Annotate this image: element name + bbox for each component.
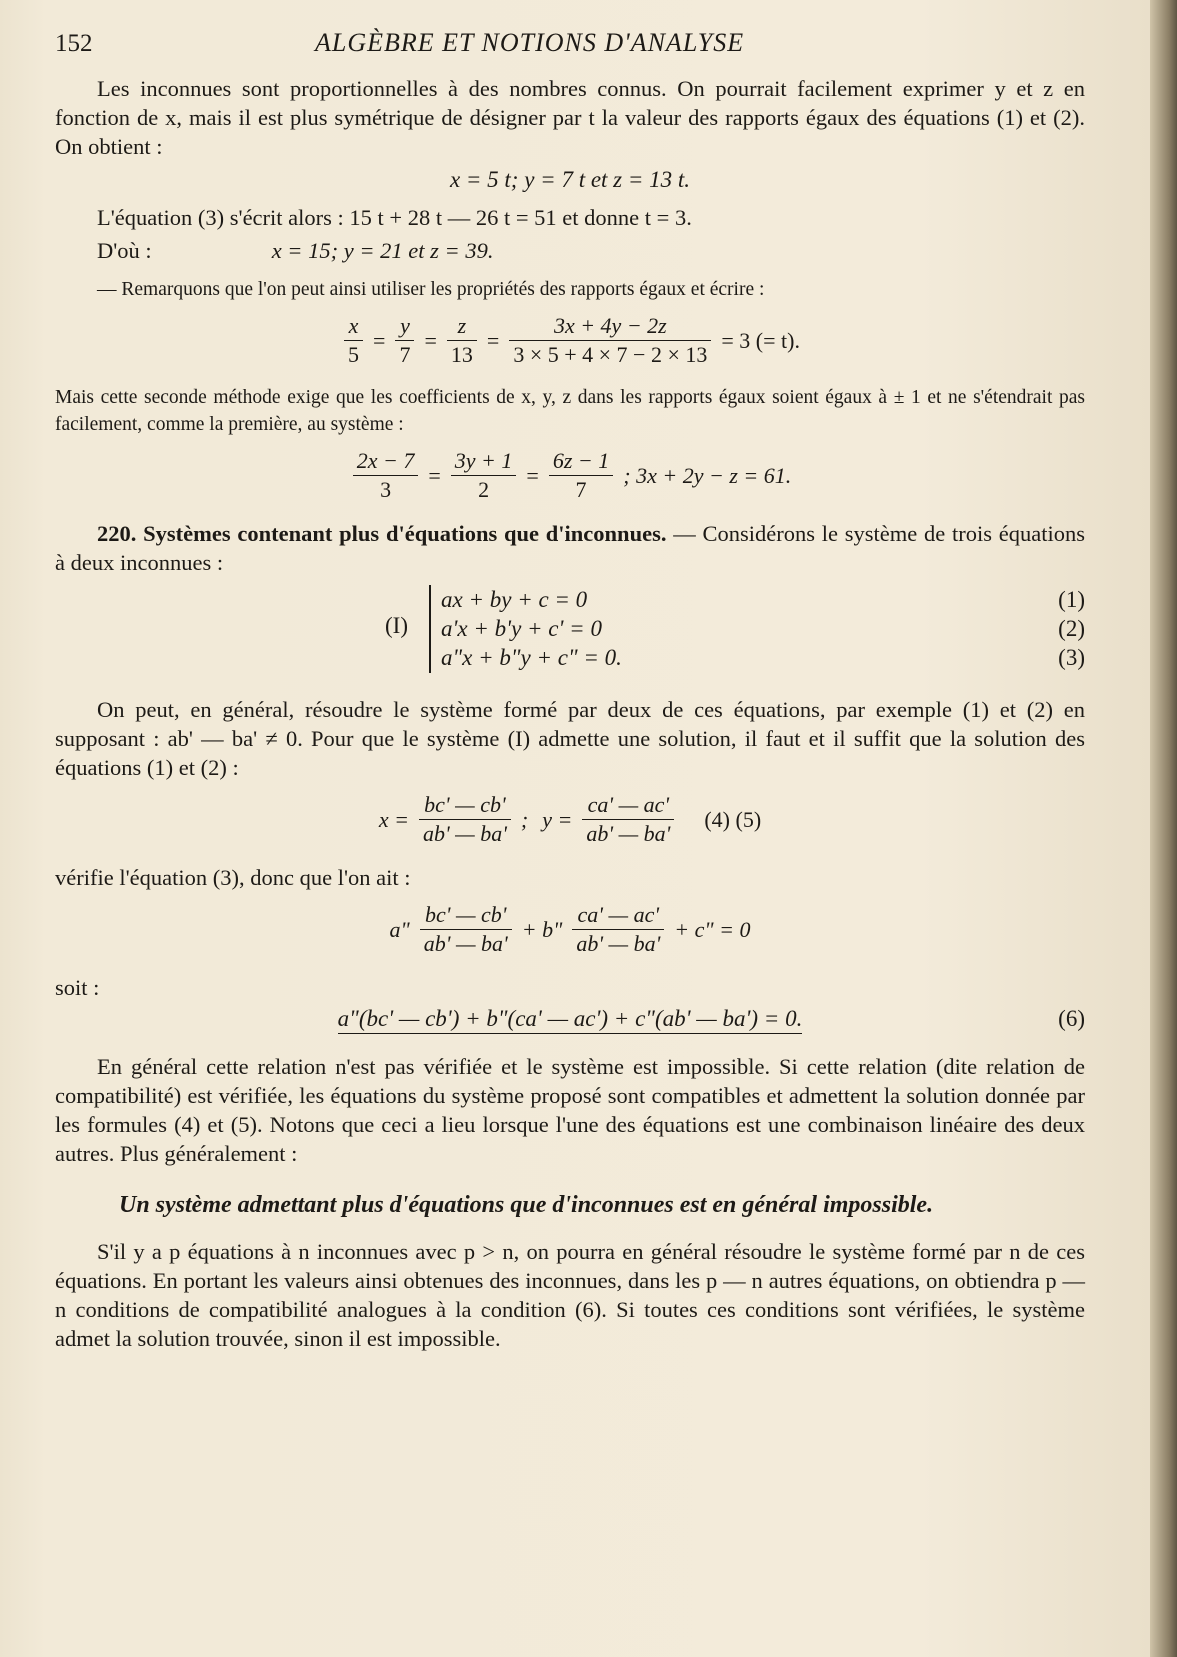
system-I — [55, 585, 1085, 677]
system-bracket — [429, 585, 431, 673]
verify-paragraph: vérifie l'équation (3), donc que l'on ait : — [55, 865, 411, 890]
solution-equation — [55, 792, 1085, 847]
system-eq-1: ax + by + c = 0 — [441, 587, 588, 612]
equation-number-3: (3) — [1058, 645, 1085, 670]
second-method-paragraph: Mais cette seconde méthode exige que les coefficients de x, y, z dans les rapports égaux soient égaux à ± 1 et ne s'étendrait pas facilement, comme la première, au système : — [55, 387, 1085, 435]
book-spine-shadow — [1150, 0, 1177, 1657]
rule-statement: Un système admettant plus d'équations que d'inconnues est en général impossible. — [119, 1192, 934, 1218]
soit-label: soit : — [55, 975, 100, 1000]
system-eq-3: a"x + b"y + c" = 0. — [441, 645, 622, 670]
fraction-y-solution: $\frac{ca' — ac'}{ab' — ba'}$ — [582, 792, 674, 847]
solve-paragraph: On peut, en général, résoudre le système formé par deux de ces équations, par exemple (1) et (2) en supposant : ab' — ba' ≠ 0. Pour que le système (I) admette une solution, il faut et il suffit que la solution des équations (1) et (2) : — [55, 697, 1085, 780]
paragraph-proportional: Les inconnues sont proportionnelles à des nombres connus. On pourrait facilement exprimer y et z en fonction de x, mais il est plus symétrique de désigner par t la valeur des rapports égaux des équations (1) et (2). On obtient : — [55, 76, 1085, 159]
fraction-z-13: $\frac{z}{13}$ — [447, 313, 477, 368]
fraction-y-7: $\frac{y}{7}$ — [395, 313, 414, 368]
section-220-intro: — Considérons le système de trois équations à deux inconnues : — [55, 521, 1085, 575]
system-I-numbers — [1058, 585, 1085, 672]
solution-separator: ; — [520, 806, 529, 832]
running-head: ALGÈBRE ET NOTIONS D'ANALYSE — [315, 28, 745, 57]
result-label: D'où : — [97, 238, 152, 263]
y-lhs: y = — [542, 806, 573, 832]
page-content — [55, 22, 1085, 1353]
fraction-check-1: $\frac{bc' — cb'}{ab' — ba'}$ — [420, 902, 512, 957]
equation-number-1: (1) — [1058, 587, 1085, 612]
fraction-6z-1: $\frac{6z - 1}{7}$ — [549, 448, 613, 503]
system-I-equations — [441, 585, 622, 672]
x-lhs: x = — [378, 806, 409, 832]
fraction-3y-1: $\frac{3y + 1}{2}$ — [451, 448, 517, 503]
system-2-tail: ; 3x + 2y − z = 61. — [623, 462, 792, 488]
ratio-equation: $\frac{x}{5}$ = $\frac{y}{7}$ = $\frac{z}{13}$ = $\frac{3x + 4y - 2z}{3 \times 5 + 4 \times 7 - 2 \times 13}$ = 3 (= t). — [55, 313, 1085, 368]
equation-t: x = 5 t; y = 7 t et z = 13 t. — [449, 167, 691, 192]
system-eq-2: a'x + b'y + c' = 0 — [441, 616, 602, 641]
compatibility-paragraph: En général cette relation n'est pas vérifiée et le système est impossible. Si cette relation (dite relation de compatibilité) est vérifiée, les équations du système proposé sont compatibles et admettent la solution donnée par les formules (4) et (5). Notons que ceci a lieu lorsque l'une des équations est une combinaison linéaire des deux autres. Plus généralement : — [55, 1054, 1085, 1166]
equation-number-4-5: (4) (5) — [704, 806, 762, 832]
result-line — [97, 238, 1085, 264]
page-header — [55, 22, 1085, 74]
check-tail: + c" = 0 — [674, 916, 751, 942]
result-equation: x = 15; y = 21 et z = 39. — [271, 238, 494, 263]
section-220-paragraph — [55, 519, 1085, 577]
compatibility-equation-line — [55, 1006, 1085, 1032]
page-number: 152 — [55, 30, 93, 57]
remark-paragraph: — Remarquons que l'on peut ainsi utiliser les propriétés des rapports égaux et écrire : — [97, 279, 765, 300]
paragraph-equation3: L'équation (3) s'écrit alors : 15 t + 28 t — 26 t = 51 et donne t = 3. — [97, 205, 692, 230]
compatibility-equation: a"(bc' — cb') + b"(ca' — ac') + c"(ab' — ba') = 0. — [338, 1006, 803, 1034]
fraction-combined: $\frac{3x + 4y - 2z}{3 \times 5 + 4 \times 7 - 2 \times 13}$ — [509, 313, 711, 368]
check-equation — [55, 902, 1085, 957]
check-coef-b: + b" — [521, 916, 563, 942]
section-220-title: 220. Systèmes contenant plus d'équations que d'inconnues. — [97, 521, 667, 546]
check-coef-a: a" — [389, 916, 410, 942]
fraction-check-2: $\frac{ca' — ac'}{ab' — ba'}$ — [572, 902, 664, 957]
general-case-paragraph: S'il y a p équations à n inconnues avec p > n, on pourra en général résoudre le système formé par n de ces équations. En portant les valeurs ainsi obtenues des inconnues, dans les p — n autres équations, on obtiendra p — n conditions de compatibilité analogues à la condition (6). Si toutes ces conditions sont vérifiées, le système admet la solution trouvée, sinon il est impossible. — [55, 1239, 1085, 1351]
system-2-equation: $\frac{2x - 7}{3}$ = $\frac{3y + 1}{2}$ = $\frac{6z - 1}{7}$ ; 3x + 2y − z = 61. — [55, 448, 1085, 503]
fraction-x-5: $\frac{x}{5}$ — [344, 313, 363, 368]
fraction-x-solution: $\frac{bc' — cb'}{ab' — ba'}$ — [419, 792, 511, 847]
equation-number-6: (6) — [1058, 1006, 1085, 1031]
system-I-label: (I) — [385, 613, 408, 638]
ratio-tail: = 3 (= t). — [721, 327, 800, 353]
equation-number-2: (2) — [1058, 616, 1085, 641]
fraction-2x-7: $\frac{2x - 7}{3}$ — [353, 448, 419, 503]
